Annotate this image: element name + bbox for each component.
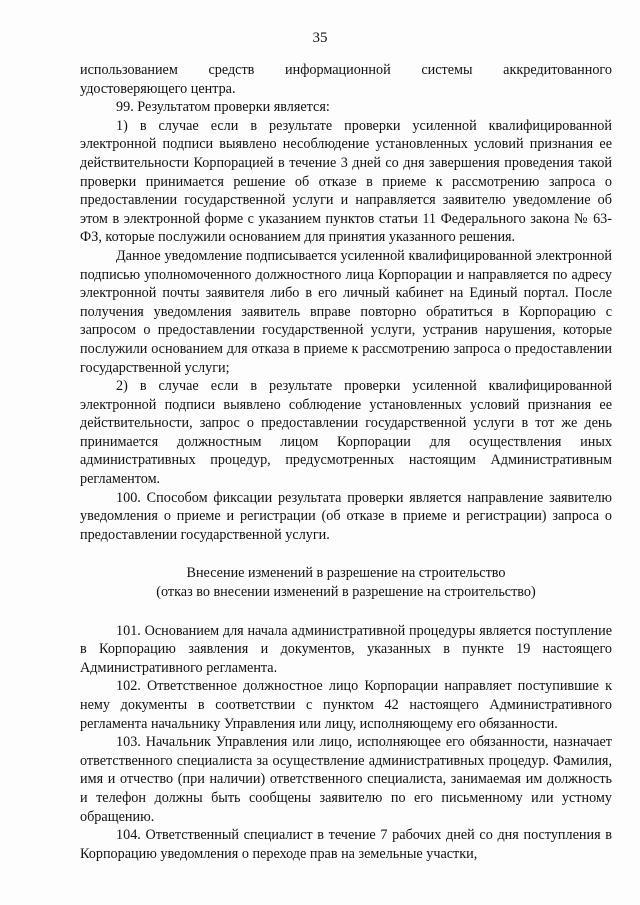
paragraph-99: 99. Результатом проверки является: (116, 99, 330, 116)
paragraph-99-item-2: 2) в случае если в результате проверки усиленной квалифицированной электронной подписи выявлено соблюдение установленных условий признания ее действительности, запрос о предоставлении государственной услуги в тот же день принимается должностным лицом Корпорации для осуществления иных административных процедур, предусмотренных настоящим Административным регламентом. (80, 378, 612, 488)
paragraph-100: 100. Способом фиксации результата проверки является направление заявителю уведомления о приеме и регистрации (об отказе в приеме и регистрации) запроса о предоставлении государственной услуги. (80, 489, 612, 543)
paragraph-102: 102. Ответственное должностное лицо Корпорации направляет поступившие к нему документы в соответствии с пунктом 42 настоящего Административного регламента начальнику Управления или лицу, исполняющему его обязанности. (80, 678, 612, 732)
document-body (80, 61, 612, 863)
paragraph-101: 101. Основанием для начала административной процедуры является поступление в Корпорацию заявления и документов, указанных в пункте 19 настоящего Административного регламента. (80, 622, 612, 676)
page-number: 35 (312, 30, 328, 46)
paragraph-99-notice: Данное уведомление подписывается усиленной квалифицированной электронной подписью уполномоченного должностного лица Корпорации и направляется по адресу электронной почты заявителя либо в его личный кабинет на Единый портал. После получения уведомления заявитель вправе повторно обратиться в Корпорацию с запросом о предоставлении государственной услуги, устранив нарушения, которые послужили основанием для отказа в приеме к рассмотрению запроса о предоставлении государственной услуги; (80, 247, 612, 376)
paragraph-continuation: использованием средств информационной системы аккредитованного удостоверяющего центра. (80, 62, 612, 97)
paragraph-104: 104. Ответственный специалист в течение 7 рабочих дней со дня поступления в Корпорацию уведомления о переходе прав на земельные участки, (80, 827, 612, 862)
section-heading-line-1: Внесение изменений в разрешение на строительство (186, 565, 506, 582)
section-heading-line-2: (отказ во внесении изменений в разрешение на строительство) (156, 584, 536, 601)
paragraph-103: 103. Начальник Управления или лицо, исполняющее его обязанности, назначает ответственного специалиста за осуществление административных процедур. Фамилия, имя и отчество (при наличии) ответственного специалиста, занимаемая им должность и телефон должны быть сообщены заявителю по его письменному или устному обращению. (80, 734, 612, 825)
section-heading (80, 564, 612, 601)
paragraph-99-item-1: 1) в случае если в результате проверки усиленной квалифицированной электронной подписи выявлено несоблюдение установленных условий признания ее действительности Корпорацией в течение 3 дней со дня завершения проведения такой проверки принимается решение об отказе в приеме к рассмотрению запроса о предоставлении государственной услуги и направляется заявителю уведомление об этом в электронной форме с указанием пунктов статьи 11 Федерального закона № 63-ФЗ, которые послужили основанием для принятия указанного решения. (80, 117, 612, 246)
